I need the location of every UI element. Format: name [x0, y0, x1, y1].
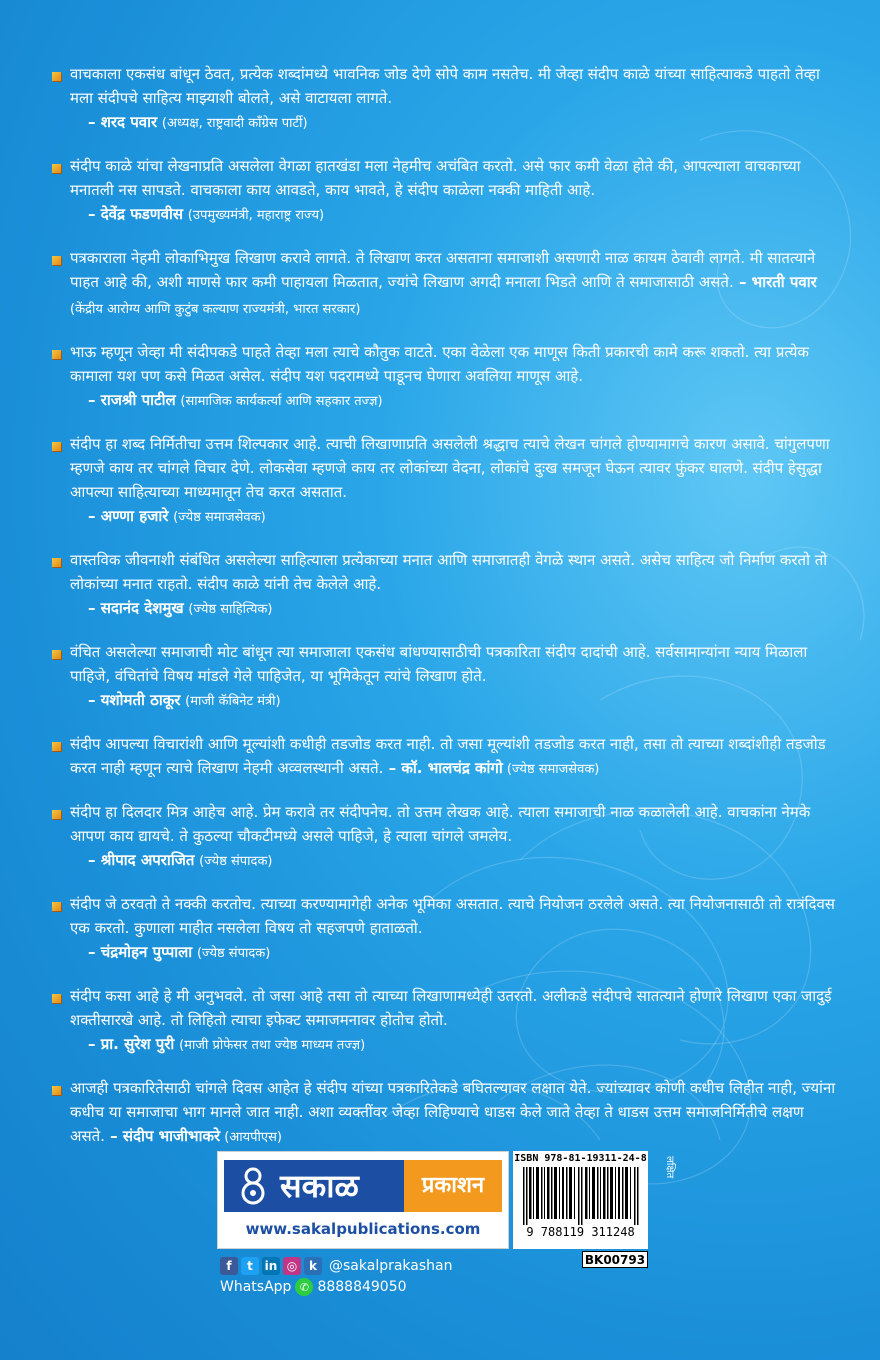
- author-name: – देवेंद्र फडणवीस: [88, 205, 184, 223]
- square-bullet-icon: [52, 902, 61, 911]
- quote-text: [70, 732, 842, 782]
- quote-body: आजही पत्रकारितेसाठी चांगले दिवस आहेत हे संदीप यांच्या पत्रकारितेकडे बघितल्यावर लक्षात येते. ज्यांच्यावर कोणी कधीच लिहीत नाही, ज्यांना कधीच या समाजाचा भाग मानले जात नाही. अशा व्यक्तींवर जेव्हा लिहिण्याचे धाडस केले जाते तेव्हा ते धाडस उत्तम समाजनिर्मितीचे लक्षण असते.: [70, 1079, 836, 1145]
- isbn-text: ISBN 978-81-19311-24-8: [514, 1153, 647, 1164]
- koo-icon[interactable]: k: [304, 1257, 322, 1275]
- author-title: (ज्येष्ठ संपादक): [196, 946, 271, 961]
- author-title: (ज्येष्ठ समाजसेवक): [173, 510, 266, 525]
- quote-block: [52, 732, 842, 782]
- whatsapp-row: [220, 1276, 407, 1298]
- sakal-emblem-icon: [234, 1166, 272, 1206]
- whatsapp-number[interactable]: 8888849050: [317, 1279, 407, 1295]
- square-bullet-icon: [52, 810, 61, 819]
- author-name: – चंद्रमोहन पुप्पाला: [88, 943, 193, 961]
- quote-attribution: [70, 848, 842, 874]
- quote-block: [52, 548, 842, 622]
- quote-block: [52, 800, 842, 874]
- twitter-icon[interactable]: t: [241, 1257, 259, 1275]
- author-name: – संदीप भाजीभाकरे: [104, 1127, 221, 1145]
- author-title: (केंद्रीय आरोग्य आणि कुटुंब कल्याण राज्यमंत्री, भारत सरकार): [70, 302, 361, 317]
- social-handle: @sakalprakashan: [329, 1258, 453, 1274]
- quote-attribution: [70, 110, 842, 136]
- quote-attribution: [70, 1032, 842, 1058]
- author-title: (ज्येष्ठ साहित्यिक): [188, 602, 273, 617]
- quote-text: वाचकाला एकसंध बांधून ठेवत, प्रत्येक शब्दांमध्ये भावनिक जोड देणे सोपे काम नसतेच. मी जेव्हा संदीप काळे यांच्या साहित्याकडे पाहतो तेव्हा मला संदीपचे साहित्य माझ्याशी बोलते, असे वाटायला लागते.: [70, 65, 820, 107]
- quote-body: संदीप आपल्या विचारांशी आणि मूल्यांशी कधीही तडजोड करत नाही. तो जसा मूल्यांशी तडजोड करत नाही, तसा तो त्याच्या शब्दांशीही तडजोड करत नाही म्हणून त्याचे लिखाण नेहमी अव्वलस्थानी असते.: [70, 735, 826, 777]
- author-name: – राजश्री पाटील: [88, 391, 176, 409]
- author-name: – श्रीपाद अपराजित: [88, 851, 195, 869]
- linkedin-icon[interactable]: in: [262, 1257, 280, 1275]
- quote-text: संदीप हा दिलदार मित्र आहेच आहे. प्रेम करावे तर संदीपनेच. तो उत्तम लेखक आहे. त्याला समाजाची नाळ कळालेली आहे. वाचकांना नेमके आपण काय द्यायचे. ते कुठल्या चौकटीमध्ये असले पाहिजे, हे त्याला चांगले जमलेय.: [70, 803, 811, 845]
- publisher-logo: [224, 1160, 502, 1212]
- author-name: – कॉ. भालचंद्र कांगो: [383, 759, 503, 777]
- quote-attribution: [70, 688, 842, 714]
- author-name: – भारती पवार: [733, 273, 817, 291]
- logo-name-right: प्रकाशन: [404, 1160, 502, 1212]
- quote-text: [70, 1076, 842, 1150]
- author-title: (सामाजिक कार्यकर्त्या आणि सहकार तज्ज्ञ): [180, 394, 383, 409]
- quote-text: संदीप जे ठरवतो ते नक्की करतोच. त्याच्या करण्यामागेही अनेक भूमिका असतात. त्याचे नियोजन ठरलेले असते. त्या नियोजनासाठी तो रात्रंदिवस एक करतो. कुणाला माहीत नसलेला विषय तो सहजपणे हाताळतो.: [70, 895, 835, 937]
- barcode-number: 9 788119 311248: [526, 1225, 635, 1239]
- quote-block: [52, 1076, 842, 1150]
- facebook-icon[interactable]: f: [220, 1257, 238, 1275]
- quote-block: [52, 246, 842, 322]
- square-bullet-icon: [52, 558, 61, 567]
- author-title: (अध्यक्ष, राष्ट्रवादी काँग्रेस पार्टी): [161, 116, 308, 131]
- author-title: (आयपीएस): [220, 1130, 282, 1145]
- author-name: – प्रा. सुरेश पुरी: [88, 1035, 175, 1053]
- barcode-bars: [523, 1167, 641, 1225]
- quote-text: संदीप कसा आहे हे मी अनुभवले. तो जसा आहे तसा तो त्याच्या लिखाणामध्येही उतरतो. अलीकडे संदीपचे सातत्याने होणारे लिखाण एका जादुई शक्तीसारखे आहे. तो लिहितो त्याचा इफेक्ट समाजमनावर होतोच होतो.: [70, 987, 832, 1029]
- logo-name-left: सकाळ: [280, 1167, 359, 1205]
- square-bullet-icon: [52, 256, 61, 265]
- author-title: (माजी प्रोफेसर तथा ज्येष्ठ माध्यम तज्ज्ञ): [179, 1038, 366, 1053]
- author-title: (माजी कॅबिनेट मंत्री): [185, 694, 281, 709]
- square-bullet-icon: [52, 442, 61, 451]
- publisher-logo-box: [217, 1151, 509, 1249]
- square-bullet-icon: [52, 164, 61, 173]
- square-bullet-icon: [52, 350, 61, 359]
- quote-block: [52, 640, 842, 714]
- quote-body: पत्रकाराला नेहमी लोकाभिमुख लिखाण करावे लागते. ते लिखाण करत असताना समाजाशी असणारी नाळ कायम ठेवावी लागते. मी सातत्याने पाहत आहे की, अशी माणसे फार कमी पाहायला मिळतात, ज्यांचे लिखाण अगदी मनाला भिडते आणि ते समाजासाठी असते.: [70, 249, 816, 291]
- author-title: (ज्येष्ठ संपादक): [199, 854, 273, 869]
- quote-block: [52, 62, 842, 136]
- quotes-section: [52, 62, 842, 1168]
- logo-blue-panel: [224, 1160, 404, 1212]
- author-name: – सदानंद देशमुख: [88, 599, 184, 617]
- isbn-barcode: [513, 1151, 648, 1249]
- quote-attribution: [70, 202, 842, 228]
- social-links-row: [220, 1255, 452, 1277]
- author-name: – अण्णा हजारे: [88, 507, 169, 525]
- quote-text: [70, 246, 842, 322]
- quote-text: भाऊ म्हणून जेव्हा मी संदीपकडे पाहते तेव्हा मला त्याचे कौतुक वाटते. एका वेळेला एक माणूस किती प्रकारची कामे करू शकतो. त्या प्रत्येक कामाला यश पण कसे मिळत असेल. संदीप यश पदरामध्ये पाडूनच घेणारा अवलिया माणूस आहे.: [70, 343, 809, 385]
- quote-attribution: [70, 596, 842, 622]
- quote-text: वास्तविक जीवनाशी संबंधित असलेल्या साहित्याला प्रत्येकाच्या मनात आणि समाजातही वेगळे स्थान असते. असेच साहित्य जो निर्माण करतो तो लोकांच्या मनात राहतो. संदीप काळे यांनी तेच केलेले आहे.: [70, 551, 828, 593]
- square-bullet-icon: [52, 994, 61, 1003]
- square-bullet-icon: [52, 72, 61, 81]
- publisher-website-link[interactable]: www.sakalpublications.com: [245, 1220, 481, 1238]
- author-name: – यशोमती ठाकूर: [88, 691, 181, 709]
- author-title: (ज्येष्ठ समाजसेवक): [502, 762, 600, 777]
- whatsapp-icon: ✆: [295, 1278, 313, 1296]
- square-bullet-icon: [52, 742, 61, 751]
- whatsapp-label: WhatsApp: [220, 1279, 292, 1295]
- quote-text: संदीप काळे यांचा लेखनाप्रति असलेला वेगळा हातखंडा मला नेहमीच अचंबित करतो. असे फार कमी वेळा होते की, आपल्याला वाचकाच्या मनातली नस सापडते. वाचकाला काय आवडते, काय भावते, हे संदीप काळेला नक्की माहिती आहे.: [70, 157, 801, 199]
- quote-block: [52, 340, 842, 414]
- quote-text: संदीप हा शब्द निर्मितीचा उत्तम शिल्पकार आहे. त्याची लिखाणाप्रति असलेली श्रद्धाच त्याचे लेखन चांगले होण्यामागचे कारण असावे. चांगुलपणा म्हणजे काय तर चांगले विचार देणे. लोकसेवा म्हणजे काय तर लोकांच्या वेदना, लोकांचे दुःख समजून घेऊन त्यावर फुंकर घालणे. संदीप हेसुद्धा आपल्या साहित्याच्या माध्यमातून तेच करत असतात.: [70, 435, 830, 501]
- square-bullet-icon: [52, 650, 61, 659]
- square-bullet-icon: [52, 1086, 61, 1095]
- book-code: BK00793: [582, 1251, 648, 1268]
- quote-block: [52, 984, 842, 1058]
- author-name: – शरद पवार: [88, 113, 158, 131]
- quote-block: [52, 432, 842, 530]
- instagram-icon[interactable]: ◎: [283, 1257, 301, 1275]
- quote-attribution: [70, 504, 842, 530]
- author-title: (उपमुख्यमंत्री, महाराष्ट्र राज्य): [187, 208, 325, 223]
- side-note: लक्षित: [664, 1156, 675, 1179]
- quote-attribution: [70, 940, 842, 966]
- quote-attribution: [70, 388, 842, 414]
- quote-block: [52, 154, 842, 228]
- quote-text: वंचित असलेल्या समाजाची मोट बांधून त्या समाजाला एकसंध बांधण्यासाठीची पत्रकारिता संदीप दादांची आहे. सर्वसामान्यांना न्याय मिळाला पाहिजे, वंचितांचे विषय मांडले गेले पाहिजेत, या भूमिकेतून त्यांचे लिखाण होते.: [70, 643, 808, 685]
- quote-block: [52, 892, 842, 966]
